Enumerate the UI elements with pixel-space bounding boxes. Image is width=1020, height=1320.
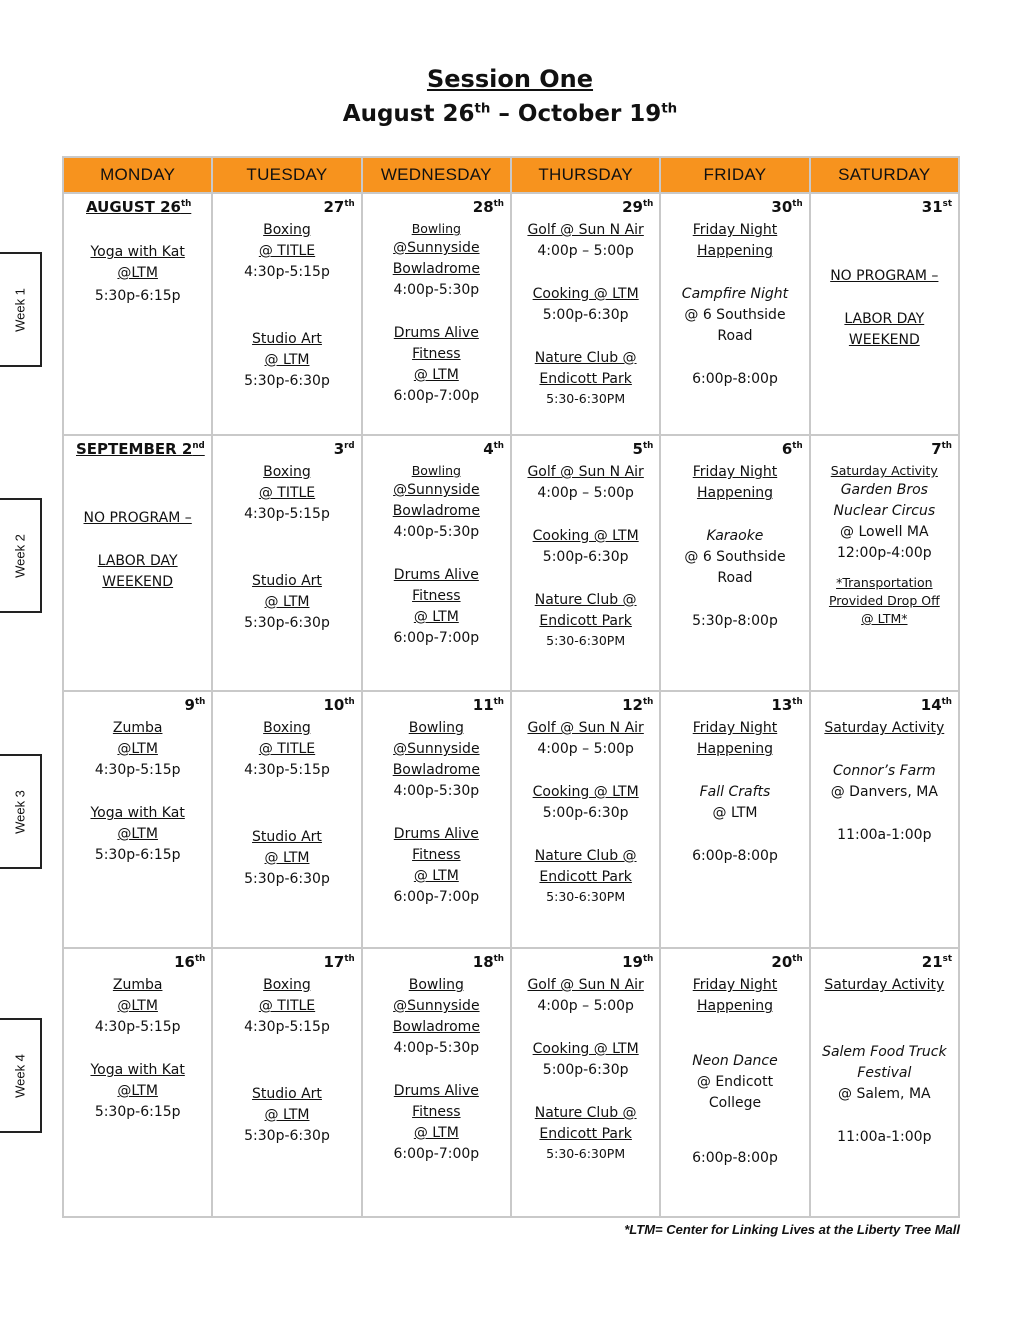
activity-name: Yoga with Kat xyxy=(90,805,185,821)
date-label: 10th xyxy=(323,696,355,714)
week-row xyxy=(63,948,959,1217)
day-cell xyxy=(63,691,212,948)
activity-name: Bowling xyxy=(408,977,464,993)
activity-time: 4:30p-5:15p xyxy=(94,1019,181,1035)
date-label: 7th xyxy=(931,440,952,458)
activity-location: @ LTM xyxy=(264,1107,310,1123)
activity-name: Cooking @ LTM xyxy=(532,1041,639,1057)
activity-location: @ LTM xyxy=(264,594,310,610)
footnote: *LTM= Center for Linking Lives at the Liberty Tree Mall xyxy=(624,1222,960,1237)
day-cell xyxy=(212,948,361,1217)
activity-location: @ LTM xyxy=(413,609,459,625)
activity-name: Studio Art xyxy=(252,331,322,347)
no-program-label: NO PROGRAM – xyxy=(83,510,192,526)
activity-location: @LTM xyxy=(117,265,158,281)
day-cell xyxy=(511,691,660,948)
activity-location: Bowladrome xyxy=(392,1019,480,1035)
event-name: Campfire Night xyxy=(681,286,789,302)
event-location: @ 6 Southside xyxy=(684,307,786,323)
activity-name: Friday Night xyxy=(692,977,778,993)
activity-name: Cooking @ LTM xyxy=(532,286,639,302)
date-label: AUGUST 26th xyxy=(86,198,192,216)
holiday-label: LABOR DAY xyxy=(97,553,178,569)
activity-name: Drums Alive xyxy=(393,567,479,583)
date-label: 20th xyxy=(771,953,803,971)
activity-time: 5:00p-6:30p xyxy=(542,549,629,565)
activity-time: 6:00p-7:00p xyxy=(393,388,480,404)
event-location: @ 6 Southside xyxy=(684,549,786,565)
activity-time: 5:30p-6:15p xyxy=(94,288,181,304)
event-name: Karaoke xyxy=(706,528,764,544)
activity-time: 5:30p-6:30p xyxy=(244,615,330,631)
activity-location: @Sunnyside xyxy=(393,741,480,757)
date-label: 5th xyxy=(632,440,654,458)
activity-name: Bowling xyxy=(411,221,461,236)
activity-name: Nature Club @ xyxy=(534,1105,637,1121)
day-header-row xyxy=(63,157,959,193)
activity-name: Cooking @ LTM xyxy=(532,784,639,800)
activity-location: Bowladrome xyxy=(392,762,480,778)
holiday-label: WEEKEND xyxy=(102,574,174,590)
activity-name: Happening xyxy=(696,741,773,757)
week-3-tab: Week 3 xyxy=(0,754,42,869)
day-cell xyxy=(810,948,959,1217)
transport-note: @ LTM* xyxy=(861,611,908,626)
activity-location: @ TITLE xyxy=(258,485,316,501)
activity-time: 4:30p-5:15p xyxy=(244,506,330,522)
activity-time: 5:00p-6:30p xyxy=(542,805,629,821)
subtitle-mid: – October 19 xyxy=(490,101,662,127)
activity-name: Drums Alive xyxy=(393,826,479,842)
date-label: 16th xyxy=(174,953,206,971)
event-location: @ Danvers, MA xyxy=(830,784,938,800)
week-1-tab: Week 1 xyxy=(0,252,42,367)
header-wednesday: WEDNESDAY xyxy=(362,157,511,193)
day-cell xyxy=(660,435,809,691)
event-time: 6:00p-8:00p xyxy=(692,1150,778,1166)
activity-time: 5:30p-6:15p xyxy=(94,1104,181,1120)
page-title: Session One xyxy=(426,65,594,93)
date-label: 19th xyxy=(622,953,654,971)
event-time: 5:30p-8:00p xyxy=(692,613,778,629)
activity-location: @ LTM xyxy=(413,868,459,884)
activity-name: Golf @ Sun N Air xyxy=(527,720,644,736)
activity-name: Boxing xyxy=(263,720,311,736)
date-label: 31st xyxy=(921,198,952,216)
activity-name: Fitness xyxy=(412,346,461,362)
event-time: 6:00p-8:00p xyxy=(692,848,778,864)
date-label: 9th xyxy=(184,696,206,714)
activity-name: Nature Club @ xyxy=(534,350,637,366)
activity-name: Studio Art xyxy=(252,1086,322,1102)
date-label: 6th xyxy=(781,440,803,458)
activity-time: 5:30p-6:30p xyxy=(244,871,330,887)
header-saturday: SATURDAY xyxy=(810,157,959,193)
date-label: 12th xyxy=(622,696,654,714)
activity-name: Saturday Activity xyxy=(824,977,945,993)
activity-time: 4:30p-5:15p xyxy=(244,762,330,778)
activity-name: Golf @ Sun N Air xyxy=(527,977,644,993)
event-location: @ LTM xyxy=(712,805,758,821)
activity-name: Boxing xyxy=(263,977,311,993)
activity-time: 4:30p-5:15p xyxy=(94,762,181,778)
event-name: Neon Dance xyxy=(692,1053,778,1069)
day-cell xyxy=(362,691,511,948)
week-row xyxy=(63,691,959,948)
day-cell xyxy=(63,948,212,1217)
event-location: Road xyxy=(717,328,753,344)
activity-name: Boxing xyxy=(263,464,311,480)
day-cell xyxy=(511,435,660,691)
date-label: 28th xyxy=(472,198,504,216)
date-label: 27th xyxy=(323,198,355,216)
activity-time: 4:30p-5:15p xyxy=(244,1019,330,1035)
activity-name: Drums Alive xyxy=(393,1083,479,1099)
date-label: 4th xyxy=(483,440,504,458)
activity-name: Boxing xyxy=(263,222,311,238)
day-cell xyxy=(810,435,959,691)
date-label: 17th xyxy=(323,953,355,971)
event-name: Garden Bros xyxy=(840,482,928,498)
header-tuesday: TUESDAY xyxy=(212,157,361,193)
activity-name: Friday Night xyxy=(692,720,778,736)
activity-time: 4:00p – 5:00p xyxy=(537,998,634,1014)
activity-name: Cooking @ LTM xyxy=(532,528,639,544)
day-cell xyxy=(212,435,361,691)
activity-location: Bowladrome xyxy=(392,261,480,277)
activity-time: 4:00p-5:30p xyxy=(393,282,480,298)
activity-name: Studio Art xyxy=(252,829,322,845)
activity-name: Happening xyxy=(696,485,773,501)
week-4-tab: Week 4 xyxy=(0,1018,42,1133)
activity-location: @Sunnyside xyxy=(393,998,480,1014)
day-cell xyxy=(362,435,511,691)
activity-name: Zumba xyxy=(112,977,163,993)
holiday-label: LABOR DAY xyxy=(844,311,925,327)
activity-location: @Sunnyside xyxy=(393,240,480,256)
event-name: Festival xyxy=(857,1065,912,1081)
activity-time: 5:30p-6:30p xyxy=(244,1128,330,1144)
event-location: Road xyxy=(717,570,753,586)
activity-name: Yoga with Kat xyxy=(90,244,185,260)
event-time: 6:00p-8:00p xyxy=(692,371,778,387)
title-block xyxy=(0,62,1020,132)
day-cell xyxy=(362,193,511,435)
date-label: 11th xyxy=(472,696,504,714)
activity-location: @ TITLE xyxy=(258,243,316,259)
activity-name: Zumba xyxy=(112,720,163,736)
no-program-label: NO PROGRAM – xyxy=(830,268,939,284)
calendar-table xyxy=(62,156,960,1218)
activity-location: @ LTM xyxy=(264,850,310,866)
header-friday: FRIDAY xyxy=(660,157,809,193)
activity-location: @ TITLE xyxy=(258,998,316,1014)
event-location: @ Lowell MA xyxy=(840,524,929,540)
activity-name: Golf @ Sun N Air xyxy=(527,464,644,480)
activity-location: @Sunnyside xyxy=(393,482,480,498)
activity-time: 4:00p-5:30p xyxy=(393,1040,480,1056)
day-cell xyxy=(660,691,809,948)
header-monday: MONDAY xyxy=(63,157,212,193)
activity-time: 4:00p-5:30p xyxy=(393,524,480,540)
activity-location: Bowladrome xyxy=(392,503,480,519)
activity-time: 6:00p-7:00p xyxy=(393,889,480,905)
transport-note: Provided Drop Off xyxy=(828,593,940,608)
date-label: 30th xyxy=(771,198,803,216)
activity-time: 5:30-6:30PM xyxy=(546,889,626,904)
activity-location: Endicott Park xyxy=(539,1126,632,1142)
activity-time: 4:00p – 5:00p xyxy=(537,485,634,501)
activity-name: Happening xyxy=(696,243,773,259)
event-time: 11:00a-1:00p xyxy=(837,827,932,843)
activity-name: Studio Art xyxy=(252,573,322,589)
week-2-tab: Week 2 xyxy=(0,498,42,613)
activity-time: 5:00p-6:30p xyxy=(542,1062,629,1078)
activity-time: 5:30-6:30PM xyxy=(546,1146,626,1161)
activity-location: @ TITLE xyxy=(258,741,316,757)
activity-name: Nature Club @ xyxy=(534,592,637,608)
activity-name: Yoga with Kat xyxy=(90,1062,185,1078)
activity-name: Drums Alive xyxy=(393,325,479,341)
activity-time: 5:30-6:30PM xyxy=(546,633,626,648)
subtitle-start-sup: th xyxy=(474,101,491,117)
activity-name: Fitness xyxy=(412,588,461,604)
activity-time: 4:00p – 5:00p xyxy=(537,741,634,757)
date-label: 14th xyxy=(920,696,952,714)
date-label: 13th xyxy=(771,696,803,714)
day-cell xyxy=(660,193,809,435)
activity-location: @LTM xyxy=(117,741,158,757)
activity-location: @ LTM xyxy=(264,352,310,368)
event-time: 11:00a-1:00p xyxy=(837,1129,932,1145)
day-cell xyxy=(362,948,511,1217)
activity-time: 4:00p-5:30p xyxy=(393,783,480,799)
date-label: 29th xyxy=(622,198,654,216)
date-label: 18th xyxy=(472,953,504,971)
page-subtitle xyxy=(0,96,1020,132)
activity-name: Fitness xyxy=(412,1104,461,1120)
event-time: 12:00p-4:00p xyxy=(837,545,932,561)
activity-time: 4:00p – 5:00p xyxy=(537,243,634,259)
activity-time: 5:00p-6:30p xyxy=(542,307,629,323)
activity-location: Endicott Park xyxy=(539,613,632,629)
transport-note: *Transportation xyxy=(836,575,933,590)
week-row xyxy=(63,435,959,691)
day-cell xyxy=(63,435,212,691)
event-name: Fall Crafts xyxy=(699,784,771,800)
activity-time: 5:30-6:30PM xyxy=(546,391,626,406)
activity-location: @LTM xyxy=(117,826,158,842)
activity-location: @ LTM xyxy=(413,367,459,383)
event-location: College xyxy=(708,1095,762,1111)
activity-name: Saturday Activity xyxy=(830,463,938,478)
date-label: SEPTEMBER 2nd xyxy=(76,440,205,458)
activity-name: Friday Night xyxy=(692,464,778,480)
day-cell xyxy=(212,193,361,435)
activity-name: Bowling xyxy=(411,463,461,478)
activity-location: @LTM xyxy=(117,1083,158,1099)
holiday-label: WEEKEND xyxy=(848,332,920,348)
activity-time: 5:30p-6:15p xyxy=(94,847,181,863)
date-label: 21st xyxy=(921,953,952,971)
day-cell xyxy=(212,691,361,948)
event-name: Nuclear Circus xyxy=(833,503,936,519)
event-name: Salem Food Truck xyxy=(822,1044,947,1060)
event-location: @ Endicott xyxy=(696,1074,774,1090)
day-cell xyxy=(63,193,212,435)
subtitle-start: August 26 xyxy=(342,101,475,127)
day-cell xyxy=(660,948,809,1217)
event-location: @ Salem, MA xyxy=(838,1086,931,1102)
activity-name: Nature Club @ xyxy=(534,848,637,864)
activity-name: Bowling xyxy=(408,720,464,736)
header-thursday: THURSDAY xyxy=(511,157,660,193)
activity-name: Happening xyxy=(696,998,773,1014)
activity-time: 5:30p-6:30p xyxy=(244,373,330,389)
day-cell xyxy=(810,691,959,948)
week-row xyxy=(63,193,959,435)
date-label: 3rd xyxy=(333,440,355,458)
day-cell xyxy=(810,193,959,435)
activity-location: Endicott Park xyxy=(539,869,632,885)
activity-time: 6:00p-7:00p xyxy=(393,630,480,646)
subtitle-end-sup: th xyxy=(661,101,678,117)
activity-location: Endicott Park xyxy=(539,371,632,387)
activity-location: @ LTM xyxy=(413,1125,459,1141)
day-cell xyxy=(511,193,660,435)
activity-time: 4:30p-5:15p xyxy=(244,264,330,280)
day-cell xyxy=(511,948,660,1217)
activity-name: Fitness xyxy=(412,847,461,863)
activity-name: Friday Night xyxy=(692,222,778,238)
activity-time: 6:00p-7:00p xyxy=(393,1146,480,1162)
activity-name: Saturday Activity xyxy=(824,720,945,736)
activity-location: @LTM xyxy=(117,998,158,1014)
activity-name: Golf @ Sun N Air xyxy=(527,222,644,238)
event-name: Connor’s Farm xyxy=(833,763,936,779)
